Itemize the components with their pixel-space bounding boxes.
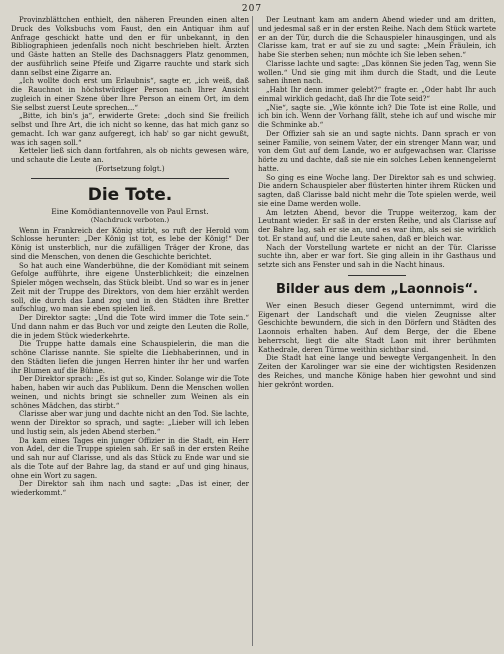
continuation-note: (Fortsetzung folgt.)	[95, 163, 165, 173]
paragraph: Der Direktor sah ihm nach und sagte: „Das ist einer, der wiederkommt.“	[11, 479, 249, 497]
paragraph: So hat auch eine Wanderbühne, die der Komödiant mit seinem Gefolge aufführte, ihre eigene Unsterblichkeit; die einzelnen Spieler mögen wechseln, das Stück bleibt. Und so war es in jener Zeit mit der Truppe des Direktors, von dem hier erzählt werden soll, die durch das Land zog und in den Städten ihre Bretter aufschlug, wo man sie eben spielen ließ.	[11, 260, 249, 314]
paragraph: Die Stadt hat eine lange und bewegte Vergangenheit. In den Zeiten der Karolinger war sie eine der wichtigsten Residenzen des Reiches, und manche Könige haben hier gewohnt und sind hier gekrönt worden.	[258, 353, 496, 389]
paragraph: Die Truppe hatte damals eine Schauspielerin, die man die schöne Clarisse nannte. Sie spielte die Liebhaberinnen, und in den Städten liefen die jungen Herren hinter ihr her und warfen ihr Blumen auf die Bühne.	[11, 339, 249, 375]
paragraph: „Ich wollte doch erst um Erlaubnis“, sagte er, „ich weiß, daß die Rauchnot in höchstwürdiger Person nach Ihrer Ansicht zugleich in einer Szene über Ihre Person an einem Ort, im dem Sie selbst zuerst Leute sprechen...“	[11, 76, 249, 112]
reprint-note: (Nachdruck verboten.)	[90, 215, 170, 224]
paragraph: Der Direktor sprach: „Es ist gut so, Kinder. Solange wir die Tote haben, haben wir auch das Publikum. Denn die Menschen wollen weinen, und nichts bringt sie schneller zum Weinen als ein schönes Mädchen, das stirbt.“	[11, 374, 249, 410]
paragraph: Ketteler ließ sich dann fortfahren, als ob nichts gewesen wäre, und schaute die Leute an.	[11, 146, 249, 164]
paragraph: Am letzten Abend, bevor die Truppe weiterzog, kam der Leutnant wieder. Er saß in der ersten Reihe, und als Clarisse auf der Bahre lag, sah er sie an, und es war ihm, als sei sie wirklich tot. Er stand auf, und die Leute sahen, daß er bleich war.	[258, 207, 496, 243]
paragraph: Wer einen Besuch dieser Gegend unternimmt, wird die Eigenart der Landschaft und die vielen Zeugnisse alter Geschichte bewundern, die sich in den Dörfern und Städten des Laonnois erhalten haben. Auf dem Berge, der die Ebene beherrscht, liegt die alte Stadt Laon mit ihrer berühmten Kathedrale, deren Türme weithin sichtbar sind.	[258, 300, 496, 354]
paragraph: „Nie“, sagte sie. „Wie könnte ich? Die Tote ist eine Rolle, und ich bin ich. Wenn der Vorhang fällt, stehe ich auf und wische mir die Schminke ab.“	[258, 102, 496, 129]
paragraph: Clarisse lachte und sagte: „Das können Sie jeden Tag, wenn Sie wollen.“ Und sie ging mit ihm durch die Stadt, und die Leute sahen ihnen nach.	[258, 58, 496, 86]
paragraph: „Habt Ihr denn immer gelebt?“ fragte er. „Oder habt Ihr auch einmal wirklich gedacht, daß Ihr die Tote seid?“	[258, 85, 496, 103]
paragraph: Der Direktor sagte: „Und die Tote wird immer die Tote sein.“ Und dann nahm er das Buch vor und zeigte den Leuten die Rolle, die in jedem Stück wiederkehrte.	[11, 313, 249, 340]
story-byline: Eine Komödiantennovelle von Paul Ernst.	[51, 206, 209, 216]
paragraph: Der Offizier sah sie an und sagte nichts. Dann sprach er von seiner Familie, von seinem Vater, der ein strenger Mann war, und von dem Gut auf dem Lande, wo er aufgewachsen war. Clarisse hörte zu und dachte, daß sie nie ein solches Leben kennengelernt hatte.	[258, 128, 496, 173]
paragraph: Provinzblättchen enthielt, den näheren Freunden einen alten Druck des Volksbuchs vom Faust, den ein Antiquar ihm auf Anfrage geschickt hatte und den er für unbekannt, in den Bibliographieen jedenfalls noch nicht beschrieben hielt. Ärzten und Gäste hatten an Stelle des Dachsnaggers Platz genommen, der ausführlich seine Pfeife und Zigarre rauchte und stark sich dann selbst eine Zigarre an.	[11, 15, 249, 77]
section-title: Bilder aus dem „Laonnois“.	[275, 281, 478, 297]
paragraph: Der Leutnant kam am andern Abend wieder und am dritten, und jedesmal saß er in der ersten Reihe. Nach dem Stück wartete er an der Tür, durch die die Schauspieler hinausgingen, und als Clarisse kam, trat er auf sie zu und sagte: „Mein Fräulein, ich habe Sie sterben sehen; nun möchte ich Sie leben sehen.“	[258, 15, 496, 59]
story-title: Die Tote.	[87, 184, 173, 205]
paragraph: Da kam eines Tages ein junger Offizier in die Stadt, ein Herr von Adel, der die Truppe spielen sah. Er saß in der ersten Reihe und sah nur auf Clarisse, und als das Stück zu Ende war und sie als die Tote auf der Bahre lag, da stand er auf und ging hinaus, ohne ein Wort zu sagen.	[11, 435, 249, 480]
paragraph: So ging es eine Woche lang. Der Direktor sah es und schwieg. Die andern Schauspieler aber flüsterten hinter ihrem Rücken und sagten, daß Clarisse bald nicht mehr die Tote spielen werde, weil sie eine Dame werden wolle.	[258, 172, 496, 208]
paragraph: Nach der Vorstellung wartete er nicht an der Tür. Clarisse suchte ihn, aber er war fort. Sie ging allein in ihr Gasthaus und setzte sich ans Fenster und sah in die Nacht hinaus.	[258, 242, 496, 269]
divider	[31, 178, 229, 179]
paragraph: Wenn in Frankreich der König stirbt, so ruft der Herold vom Schlosse herunter: „Der König ist tot, es lebe der König!“ Der König ist unsterblich, nur die zufälligen Träger der Krone, das sind die Menschen, von denen die Geschichte berichtet.	[11, 225, 249, 261]
column-rule	[252, 16, 253, 646]
paragraph: Clarisse aber war jung und dachte nicht an den Tod. Sie lachte, wenn der Direktor so sprach, und sagte: „Lieber will ich leben und lustig sein, als jeden Abend sterben.“	[11, 409, 249, 436]
page-number: 207	[241, 4, 263, 14]
left-column	[11, 16, 249, 498]
divider	[348, 275, 406, 276]
paragraph: „Bitte, ich bin's ja“, erwiderte Grete: „doch sind Sie freilich selbst und Ihre Art, die ich nicht so kenne, das hat mich ganz so gemacht. Ich war ganz aufgeregt, ich hab' so gar nicht gewußt, was ich sagen soll.“	[11, 111, 249, 147]
right-column	[258, 16, 496, 389]
